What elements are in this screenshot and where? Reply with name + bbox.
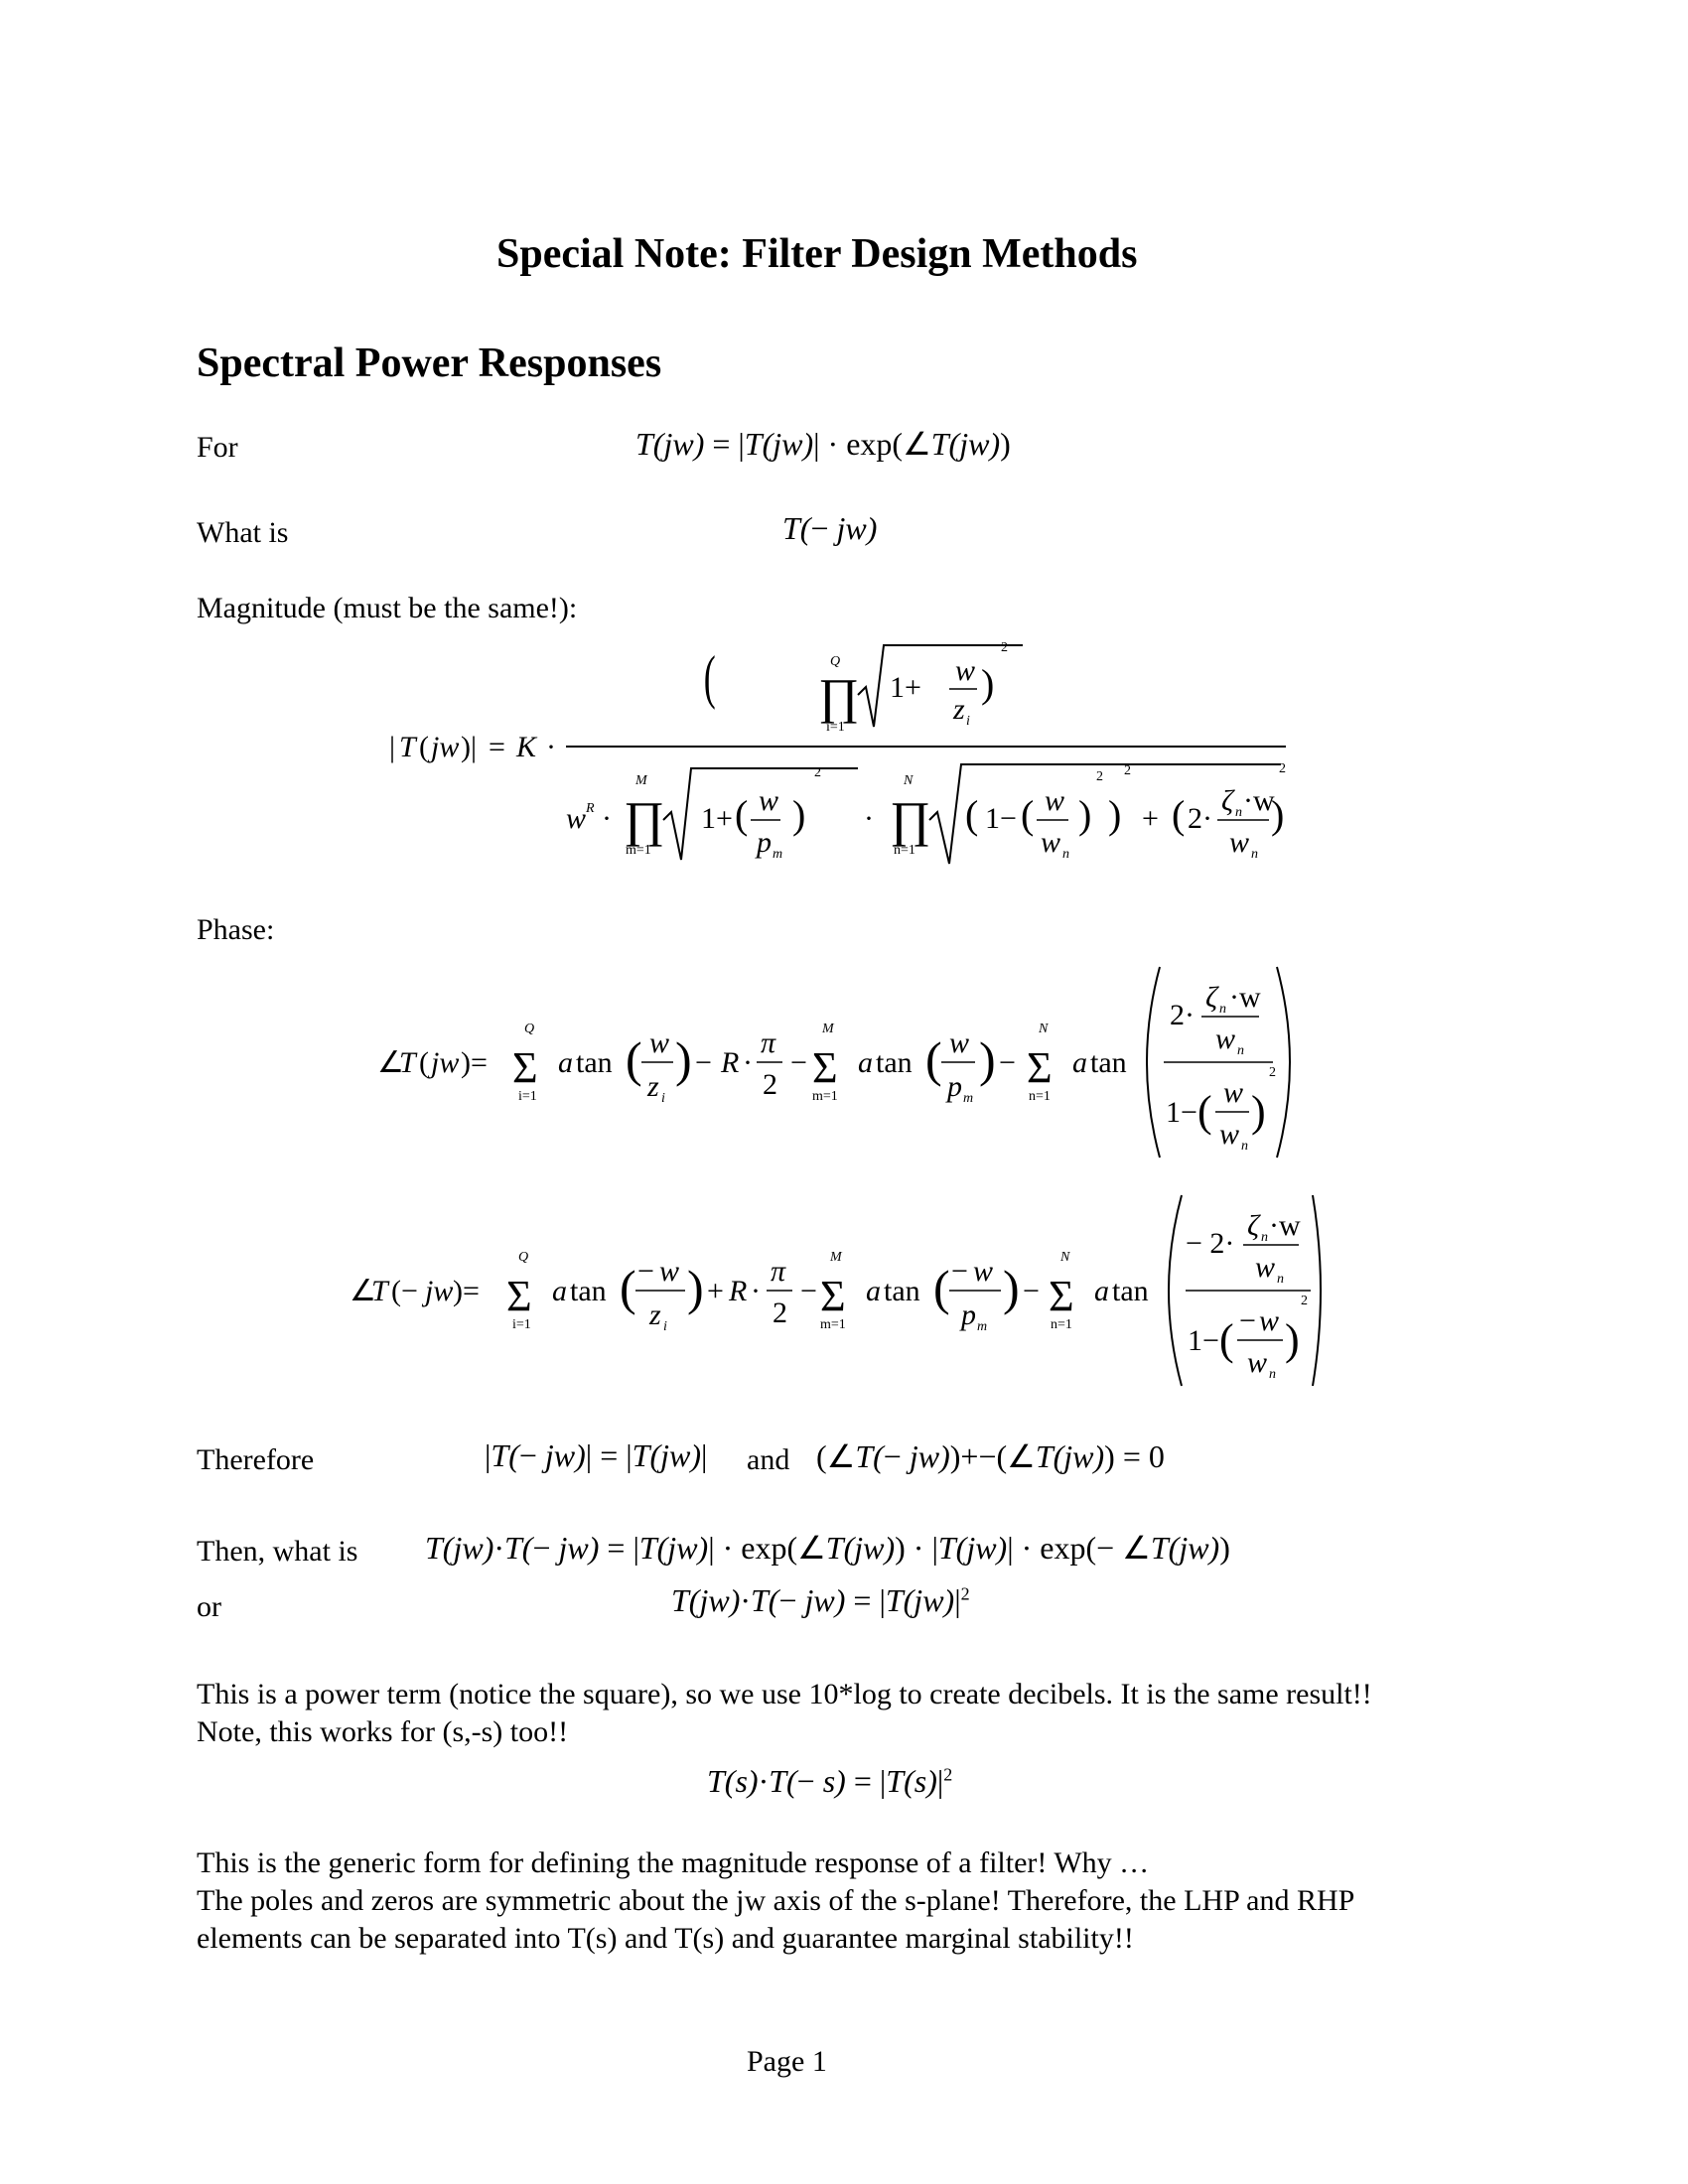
svg-text:(: ( [933, 1260, 950, 1315]
svg-text:w: w [649, 1026, 670, 1059]
svg-text:2·: 2· [1188, 802, 1212, 835]
svg-text:−: − [695, 1046, 712, 1079]
svg-text:a: a [552, 1275, 567, 1307]
svg-text:·w: ·w [1269, 1209, 1301, 1242]
svg-text:): ) [675, 1031, 692, 1087]
svg-text:∏: ∏ [624, 791, 665, 847]
label-what-is: What is [197, 516, 289, 549]
svg-text:=: = [489, 731, 505, 763]
equation-s-result: $T(s)\cdot T(- s) = |T(s)|^2$ [707, 1763, 953, 1799]
svg-text:a: a [558, 1046, 573, 1079]
svg-text:(: ( [419, 731, 429, 763]
svg-text:): ) [1078, 792, 1092, 837]
svg-text:): ) [981, 661, 995, 706]
svg-text:∏: ∏ [818, 668, 860, 724]
svg-text:T: T [399, 1046, 416, 1079]
svg-text:M: M [635, 773, 647, 788]
svg-text:i: i [661, 1091, 665, 1106]
svg-text:n=1: n=1 [1051, 1317, 1072, 1332]
svg-text:n: n [1251, 847, 1258, 862]
page-number: Page 1 [747, 2045, 827, 2078]
svg-text:−: − [800, 1275, 817, 1307]
label-and: and [747, 1443, 790, 1476]
svg-text:Σ: Σ [820, 1272, 846, 1320]
label-for: For [197, 431, 238, 464]
svg-text:m: m [977, 1319, 988, 1334]
paragraph-poles-zeros: The poles and zeros are symmetric about the jw axis of the s-plane! Therefore, the LHP and RHP elements can be separated into T(s) and T(s) and guarantee marginal stability!! [197, 1884, 1354, 1955]
svg-text:·: · [602, 802, 612, 835]
svg-text:w: w [1255, 1251, 1276, 1284]
svg-text:jw: jw [431, 731, 460, 763]
svg-text:w: w [949, 1026, 970, 1059]
svg-text:(: ( [925, 1031, 942, 1087]
svg-text:K: K [516, 731, 537, 763]
svg-text:w: w [1219, 1118, 1240, 1151]
svg-text:tan: tan [570, 1275, 607, 1307]
svg-text:∠: ∠ [377, 1046, 404, 1079]
svg-text:1+: 1+ [701, 802, 733, 835]
svg-text:−: − [790, 1046, 807, 1079]
svg-text:T: T [371, 1275, 388, 1307]
svg-text:w: w [973, 1255, 994, 1288]
svg-text:2·: 2· [1170, 999, 1195, 1031]
svg-text:): ) [1285, 1315, 1300, 1364]
svg-text:(−: (− [391, 1275, 418, 1307]
svg-text:2: 2 [1279, 761, 1286, 776]
equation-magnitude [377, 625, 1291, 893]
svg-text:−: − [637, 1255, 654, 1288]
svg-text:·: · [743, 1046, 753, 1079]
svg-text:)=: )= [461, 1046, 488, 1079]
equation-polar-form: T(jw) = |T(jw)| · exp(∠T(jw)) [635, 426, 1011, 462]
svg-text:(: ( [703, 643, 716, 711]
svg-text:(: ( [620, 1260, 636, 1315]
svg-text:2: 2 [773, 1297, 787, 1329]
svg-text:Q: Q [830, 654, 841, 669]
svg-text:w: w [1259, 1304, 1280, 1337]
label-or: or [197, 1590, 221, 1623]
svg-text:m=1: m=1 [820, 1317, 846, 1332]
paragraph-generic-form: This is the generic form for defining the magnitude response of a filter! Why … [197, 1846, 1150, 1879]
svg-text:∠: ∠ [350, 1275, 376, 1307]
section-heading: Spectral Power Responses [197, 341, 662, 386]
svg-text:w: w [1223, 1076, 1244, 1109]
svg-text:i: i [966, 714, 970, 729]
label-magnitude: Magnitude (must be the same!): [197, 592, 578, 624]
svg-text:2: 2 [1124, 763, 1131, 778]
svg-text:jw: jw [425, 1275, 454, 1307]
equation-product-result: $T(jw)\cdot T(- jw) = |T(jw)|^2$ [671, 1582, 970, 1618]
svg-text:i=1: i=1 [518, 1089, 537, 1104]
svg-text:T: T [399, 731, 416, 763]
equation-therefore-magnitude: |T(− jw)| = |T(jw)| [485, 1437, 708, 1473]
svg-text:2: 2 [1269, 1065, 1276, 1080]
svg-text:i=1: i=1 [826, 720, 845, 735]
svg-text:n: n [1269, 1367, 1276, 1382]
svg-text:2: 2 [1096, 769, 1103, 784]
label-therefore: Therefore [197, 1443, 315, 1476]
svg-text:m=1: m=1 [626, 843, 651, 858]
svg-text:a: a [858, 1046, 873, 1079]
svg-text:π: π [771, 1255, 786, 1288]
svg-text:2: 2 [1001, 640, 1008, 655]
svg-text:−: − [999, 1046, 1016, 1079]
svg-text:(: ( [735, 792, 749, 837]
svg-text:n=1: n=1 [1029, 1089, 1051, 1104]
svg-text:−: − [1023, 1275, 1040, 1307]
svg-text:w: w [1215, 1023, 1236, 1055]
svg-text:m=1: m=1 [812, 1089, 838, 1104]
svg-text:tan: tan [884, 1275, 920, 1307]
svg-text:)|: )| [461, 731, 477, 763]
svg-text:p: p [757, 826, 772, 859]
svg-text:+: + [707, 1275, 724, 1307]
svg-text:∏: ∏ [890, 791, 931, 847]
svg-text:w: w [1041, 826, 1061, 859]
svg-text:R: R [721, 1046, 740, 1079]
svg-text:ζ: ζ [1221, 784, 1234, 817]
svg-text:2: 2 [1301, 1294, 1308, 1308]
svg-text:·: · [751, 1275, 761, 1307]
svg-text:·: · [546, 731, 556, 763]
svg-text:p: p [961, 1298, 976, 1331]
svg-text:Q: Q [524, 1022, 535, 1036]
svg-text:(: ( [965, 792, 979, 837]
svg-text:w: w [1247, 1346, 1268, 1379]
svg-text:)=: )= [453, 1275, 480, 1307]
svg-text:1+: 1+ [890, 671, 921, 704]
svg-text:): ) [1003, 1260, 1020, 1315]
label-phase: Phase: [197, 913, 275, 946]
svg-text:tan: tan [1090, 1046, 1127, 1079]
svg-text:i: i [663, 1319, 667, 1334]
svg-text:Q: Q [518, 1250, 529, 1265]
svg-text:1−: 1− [985, 802, 1017, 835]
svg-text:a: a [866, 1275, 881, 1307]
svg-text:Σ: Σ [1027, 1043, 1053, 1092]
svg-text:n: n [1241, 1139, 1248, 1154]
svg-text:): ) [1271, 792, 1285, 837]
svg-text:R: R [729, 1275, 748, 1307]
svg-text:w: w [1229, 826, 1250, 859]
svg-text:i=1: i=1 [512, 1317, 531, 1332]
svg-text:N: N [1039, 1022, 1049, 1036]
svg-text:w: w [566, 802, 587, 835]
label-then-what-is: Then, what is [197, 1535, 358, 1568]
svg-text:): ) [687, 1260, 704, 1315]
svg-text:(: ( [1219, 1315, 1234, 1364]
svg-text:(: ( [626, 1031, 642, 1087]
svg-text:·w: ·w [1229, 981, 1261, 1014]
svg-text:w: w [955, 654, 976, 687]
svg-text:Σ: Σ [506, 1272, 532, 1320]
equation-phase-positive [377, 953, 1311, 1171]
svg-text:): ) [1108, 792, 1122, 837]
equation-negative-frequency: T(− jw) [782, 510, 878, 546]
svg-text:2: 2 [763, 1068, 777, 1101]
svg-text:R: R [586, 801, 595, 816]
svg-text:jw: jw [431, 1046, 460, 1079]
svg-text:a: a [1094, 1275, 1109, 1307]
svg-text:n: n [1219, 1002, 1226, 1017]
svg-text:− 2·: − 2· [1186, 1227, 1235, 1260]
svg-text:+: + [1142, 802, 1159, 835]
svg-text:w: w [659, 1255, 680, 1288]
svg-text:(: ( [1197, 1087, 1212, 1136]
svg-text:z: z [649, 1298, 661, 1331]
svg-text:w: w [1045, 784, 1065, 817]
svg-text:ζ: ζ [1247, 1209, 1260, 1242]
svg-text:): ) [979, 1031, 996, 1087]
svg-text:1−: 1− [1188, 1324, 1219, 1357]
svg-text:n: n [1235, 805, 1242, 820]
page-title: Special Note: Filter Design Methods [496, 231, 1138, 277]
svg-text:a: a [1072, 1046, 1087, 1079]
svg-text:z: z [647, 1070, 659, 1103]
svg-text:−: − [951, 1255, 968, 1288]
svg-text:n: n [1277, 1272, 1284, 1287]
svg-text:z: z [953, 693, 965, 726]
svg-text:m: m [773, 847, 783, 862]
svg-text:w: w [759, 784, 779, 817]
svg-text:|: | [389, 731, 396, 763]
svg-text:2: 2 [814, 765, 821, 780]
svg-text:π: π [761, 1026, 776, 1059]
equation-phase-negative [350, 1181, 1333, 1400]
svg-text:): ) [1251, 1087, 1266, 1136]
svg-text:Σ: Σ [512, 1043, 538, 1092]
svg-text:n=1: n=1 [894, 843, 915, 858]
svg-text:N: N [904, 773, 914, 788]
svg-text:tan: tan [1112, 1275, 1149, 1307]
svg-text:·: · [864, 802, 874, 835]
svg-text:Σ: Σ [812, 1043, 838, 1092]
svg-text:n: n [1062, 847, 1069, 862]
svg-text:ζ: ζ [1205, 981, 1218, 1014]
svg-text:1−: 1− [1166, 1096, 1197, 1129]
svg-text:(: ( [419, 1046, 429, 1079]
svg-text:m: m [963, 1091, 974, 1106]
paragraph-power-term: This is a power term (notice the square), so we use 10*log to create decibels. It is the same result!! Note, this works for (s,-s) too!! [197, 1678, 1372, 1748]
svg-text:M: M [830, 1250, 842, 1265]
svg-text:(: ( [1172, 792, 1186, 837]
svg-text:): ) [792, 792, 806, 837]
svg-text:Σ: Σ [1049, 1272, 1074, 1320]
svg-text:−: − [1239, 1304, 1256, 1337]
svg-text:n: n [1237, 1043, 1244, 1058]
svg-text:tan: tan [576, 1046, 613, 1079]
svg-text:n: n [1261, 1230, 1268, 1245]
svg-text:tan: tan [876, 1046, 913, 1079]
svg-text:(: ( [1021, 792, 1035, 837]
svg-text:N: N [1060, 1250, 1070, 1265]
equation-therefore-phase: (∠T(− jw))+−(∠T(jw)) = 0 [816, 1438, 1165, 1474]
svg-text:M: M [822, 1022, 834, 1036]
equation-product: T(jw)·T(− jw) = |T(jw)| · exp(∠T(jw)) · |T(jw)| · exp(− ∠T(jw)) [425, 1530, 1230, 1566]
svg-text:·w: ·w [1243, 784, 1275, 817]
svg-text:p: p [947, 1070, 962, 1103]
